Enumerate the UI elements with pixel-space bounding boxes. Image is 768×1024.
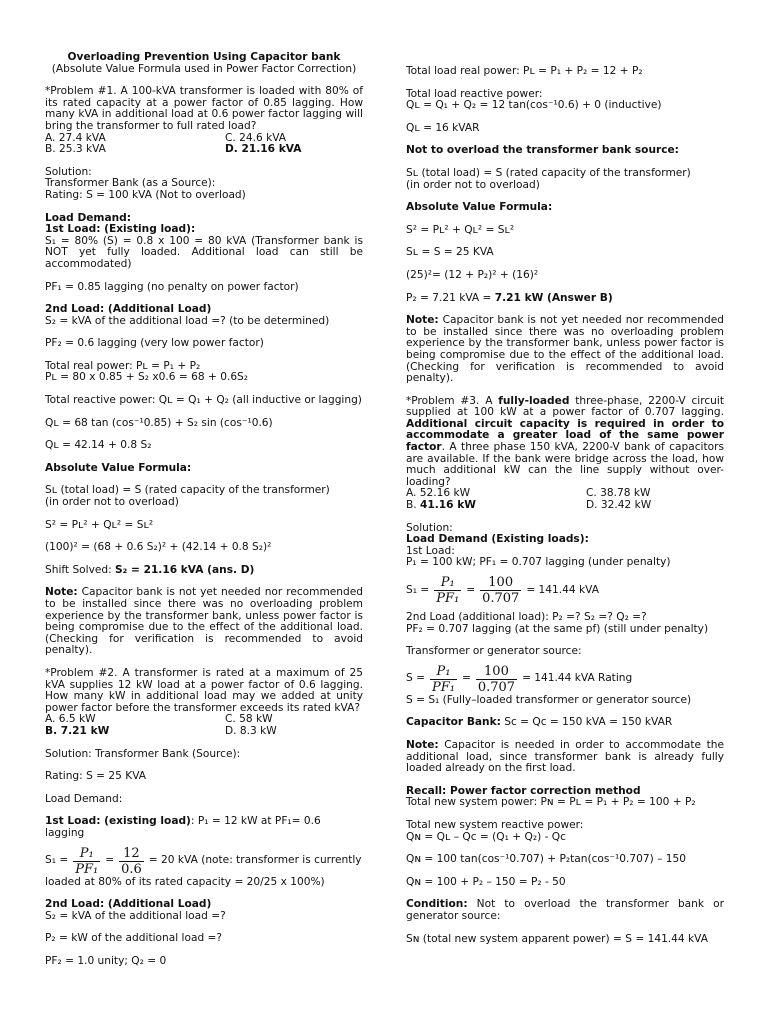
solution-3-label: Solution: bbox=[406, 521, 453, 534]
qn-equation-1: Qɴ = 100 tan(cos⁻¹0.707) + P₂tan(cos⁻¹0.707) – 150 bbox=[406, 853, 686, 866]
pf2-line: PF₂ = 0.707 lagging (at the same pf) (still under penalty) bbox=[406, 622, 709, 635]
shift-solved: Shift Solved: S₂ = 21.16 kVA (ans. D) bbox=[45, 563, 255, 576]
answer-2: 7.21 kW (Answer B) bbox=[494, 291, 613, 304]
option-a: A. 27.4 kVA bbox=[45, 131, 106, 144]
document-subtitle: (Absolute Value Formula used in Power Factor Correction) bbox=[51, 62, 357, 75]
note-1: Note: Capacitor bank is not yet needed nor recommended to be installed since there was no overloading problem experience by the transformer bank, unless power factor is being compromise due to the effect of the additional load. (Checking for verification is recommended to avoid penalty). bbox=[45, 586, 363, 657]
second-load-2-heading: 2nd Load: (Additional Load) bbox=[45, 898, 212, 911]
total-new-reactive-label: Total new system reactive power: bbox=[406, 818, 584, 831]
recall-heading: Recall: Power factor correction method bbox=[406, 784, 641, 797]
sn-equation: Sɴ (total new system apparent power) = S = 141.44 kVA bbox=[406, 932, 708, 945]
option-d: D. 8.3 kW bbox=[225, 724, 277, 737]
right-column bbox=[406, 66, 724, 945]
first-load-3: 1st Load: bbox=[406, 544, 455, 557]
pf2-text: PF₂ = 0.6 lagging (very low power factor) bbox=[45, 337, 264, 350]
problem-1-options bbox=[45, 133, 363, 156]
s1-fraction-equation: S₁ = $\frac{\text{P₁}}{\text{PF₁}}$ = $\frac{12}{0.6}$ = 20 kVA (note: transformer is currently bbox=[45, 845, 362, 877]
s-squared-equation: S² = Pʟ² + Qʟ² = Sʟ² bbox=[406, 223, 515, 236]
condition: Condition: Not to overload the transformer bank or generator source: bbox=[406, 898, 724, 922]
left-column bbox=[45, 52, 363, 967]
s1-text: S₁ = 80% (S) = 0.8 x 100 = 80 kVA (Transformer bank is NOT yet fully loaded. Additional load can still be accommodated) bbox=[45, 234, 363, 270]
total-new-power: Total new system power: Pɴ = Pʟ = P₁ + P₂ = 100 + P₂ bbox=[406, 796, 696, 809]
option-b: B. 25.3 kVA bbox=[45, 143, 106, 156]
answer-1: S₂ = 21.16 kVA (ans. D) bbox=[115, 563, 255, 576]
sl-statement: Sʟ (total load) = S (rated capacity of the transformer) bbox=[406, 166, 691, 179]
note-3: Note: Capacitor is needed in order to accommodate the additional load, since transformer bank is already fully loaded already on the first load. bbox=[406, 738, 724, 775]
sl-25: Sʟ = S = 25 KVA bbox=[406, 246, 494, 259]
option-d-answer: D. 21.16 kVA bbox=[225, 143, 302, 156]
transformer-generator-source: Transformer or generator source: bbox=[406, 645, 582, 658]
pf1-text: PF₁ = 0.85 lagging (no penalty on power factor) bbox=[45, 280, 299, 293]
ql-equation-1: Qʟ = 68 tan (cos⁻¹0.85) + S₂ sin (cos⁻¹0.6) bbox=[45, 416, 273, 429]
rating-2: Rating: S = 25 KVA bbox=[45, 770, 147, 783]
total-load-reactive-label: Total load reactive power: bbox=[406, 87, 543, 100]
capacitor-bank: Capacitor Bank: Sᴄ = Qᴄ = 150 kVA = 150 kVAR bbox=[406, 716, 673, 729]
note-2: Note: Capacitor bank is not yet needed nor recommended to be installed since there was no overloading problem experience by the transformer bank, unless power factor is being compromise due to the effect of the additional load. (Checking for verification is recommended to avoid penalty). bbox=[406, 314, 724, 385]
first-load-2: 1st Load: (existing load): P₁ = 12 kW at PF₁= 0.6 lagging bbox=[45, 815, 321, 839]
total-new-reactive-eq: Qɴ = Qʟ – Qᴄ = (Q₁ + Q₂) - Qᴄ bbox=[406, 830, 566, 843]
option-b-answer: B. 41.16 kW bbox=[406, 499, 476, 512]
sl-statement-note: (in order not to overload) bbox=[45, 496, 179, 509]
total-load-reactive-eq: Qʟ = Q₁ + Q₂ = 12 tan(cos⁻¹0.6) + 0 (inductive) bbox=[406, 99, 662, 112]
load-demand-2: Load Demand: bbox=[45, 792, 123, 805]
problem-2-text: *Problem #2. A transformer is rated at a maximum of 25 kVA supplies 12 kW load at a power factor of 0.6 lagging. How many kW in additional load may we added at unity power factor before the transformer exceeds its rated kVA? bbox=[45, 666, 363, 714]
absolute-value-heading: Absolute Value Formula: bbox=[406, 201, 553, 214]
option-b-answer: B. 7.21 kW bbox=[45, 724, 110, 737]
second-load-3: 2nd Load (additional load): P₂ =? S₂ =? Q₂ =? bbox=[406, 611, 647, 623]
total-real-power: Total real power: Pʟ = P₁ + P₂ bbox=[45, 359, 201, 372]
absolute-value-heading: Absolute Value Formula: bbox=[45, 461, 192, 474]
solution-rating: Rating: S = 100 kVA (Not to overload) bbox=[45, 188, 246, 201]
document-title: Overloading Prevention Using Capacitor bank bbox=[67, 51, 341, 63]
s-fraction-equation: S = $\frac{\text{P₁}}{\text{PF₁}}$ = $\frac{100}{0.707}$ = 141.44 kVA Rating bbox=[406, 663, 633, 695]
solution-2-label: Solution: Transformer Bank (Source): bbox=[45, 747, 241, 760]
total-real-power-eq: Pʟ = 80 x 0.85 + S₂ x0.6 = 68 + 0.6S₂ bbox=[45, 371, 249, 384]
option-a: A. 6.5 kW bbox=[45, 713, 96, 726]
solution-label: Solution: bbox=[45, 165, 92, 178]
second-load-heading: 2nd Load: (Additional Load) bbox=[45, 303, 212, 316]
sl-statement-note: (in order not to overload) bbox=[406, 178, 540, 191]
load-demand-3-heading: Load Demand (Existing loads): bbox=[406, 533, 589, 546]
s2-text: S₂ = kVA of the additional load =? (to be determined) bbox=[45, 314, 330, 327]
option-c: C. 24.6 kVA bbox=[225, 131, 287, 144]
total-reactive-power: Total reactive power: Qʟ = Q₁ + Q₂ (all inductive or lagging) bbox=[45, 394, 362, 407]
load-demand-heading: Load Demand: bbox=[45, 211, 131, 224]
s-squared-substituted: (100)² = (68 + 0.6 S₂)² + (42.14 + 0.8 S₂)² bbox=[45, 541, 272, 554]
ql-equation-2: Qʟ = 42.14 + 0.8 S₂ bbox=[45, 439, 152, 452]
problem-1-text: *Problem #1. A 100-kVA transformer is loaded with 80% of its rated capacity at a power factor of 0.85 lagging. How many kVA in additional load at 0.6 power factor lagging will bring the transformer to full rated load? bbox=[45, 85, 363, 132]
option-d: D. 32.42 kW bbox=[586, 499, 652, 512]
not-overload-heading: Not to overload the transformer bank source: bbox=[406, 144, 679, 157]
p2-equation: P₂ = kW of the additional load =? bbox=[45, 932, 223, 945]
problem-3-text: *Problem #3. A fully-loaded three-phase, 2200-V circuit supplied at 100 kW at a power factor of 0.707 lagging. Additional circuit capacity is required in order to accommodate a greater load of the same power factor. A three phase 150 kVA, 2200-V bank of capacitors are available. If the bank were bridge across the load, how much additional kW can the line supply without over-loading? bbox=[406, 394, 724, 488]
sl-statement: Sʟ (total load) = S (rated capacity of the transformer) bbox=[45, 484, 330, 497]
p1-line: P₁ = 100 kW; PF₁ = 0.707 lagging (under penalty) bbox=[406, 556, 671, 569]
ql-16: Qʟ = 16 kVAR bbox=[406, 121, 480, 134]
s-squared-equation: S² = Pʟ² + Qʟ² = Sʟ² bbox=[45, 518, 154, 531]
problem-2-options bbox=[45, 714, 363, 737]
loaded-80-note: loaded at 80% of its rated capacity = 20/25 x 100%) bbox=[45, 875, 325, 888]
first-load-heading: 1st Load: (Existing load): bbox=[45, 223, 196, 236]
option-c: C. 58 kW bbox=[225, 713, 273, 726]
s2-text-2: S₂ = kVA of the additional load =? bbox=[45, 909, 226, 922]
option-a: A. 52.16 kW bbox=[406, 487, 471, 500]
total-load-real-power: Total load real power: Pʟ = P₁ + P₂ = 12 + P₂ bbox=[406, 65, 643, 77]
p2-answer: P₂ = 7.21 kVA = 7.21 kW (Answer B) bbox=[406, 291, 613, 304]
qn-equation-2: Qɴ = 100 + P₂ – 150 = P₂ - 50 bbox=[406, 875, 566, 888]
option-c: C. 38.78 kW bbox=[586, 487, 651, 500]
eq-25: (25)²= (12 + P₂)² + (16)² bbox=[406, 268, 539, 281]
s1-fraction-equation: S₁ = $\frac{\text{P₁}}{\text{PF₁}}$ = $\frac{100}{0.707}$ = 141.44 kVA bbox=[406, 575, 599, 606]
pf2-equation: PF₂ = 1.0 unity; Q₂ = 0 bbox=[45, 954, 167, 967]
s-equals-s1: S = S₁ (Fully–loaded transformer or generator source) bbox=[406, 693, 692, 706]
solution-source: Transformer Bank (as a Source): bbox=[45, 177, 216, 190]
problem-3-options bbox=[406, 488, 724, 511]
